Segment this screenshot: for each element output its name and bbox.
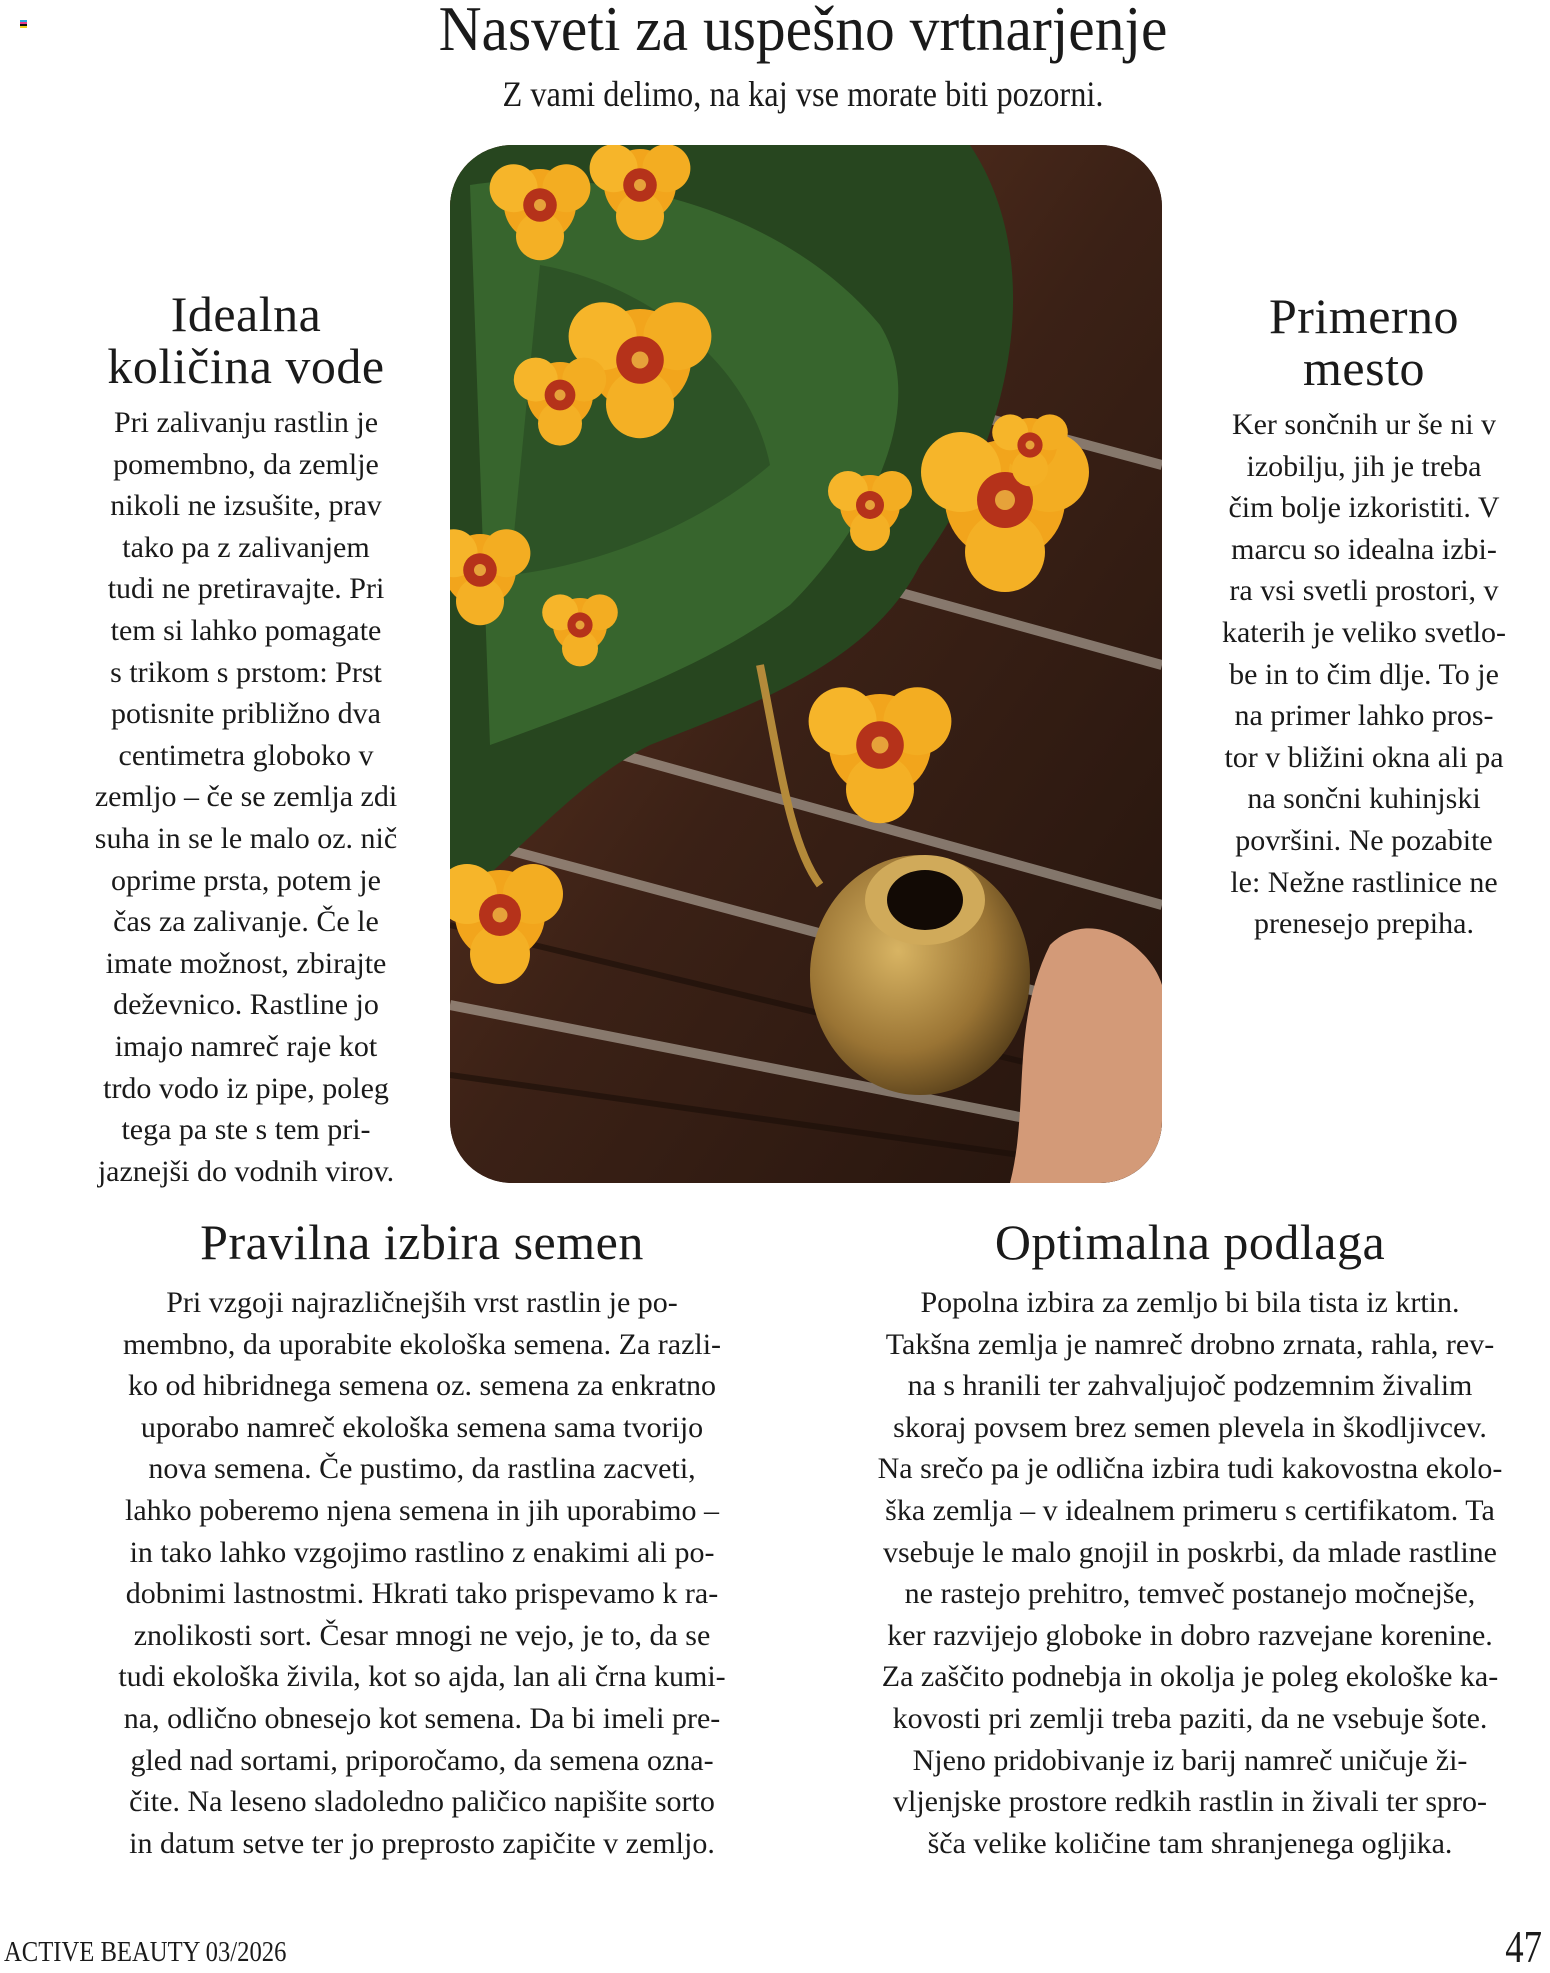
body-text-line: na, odlično obnesejo kot semena. Da bi imeli pre- bbox=[123, 1701, 721, 1735]
body-text-line: ker razvijejo globoke in dobro razvejane korenine. bbox=[887, 1618, 1493, 1652]
section-soil bbox=[830, 1214, 1550, 1864]
body-text-line: ko od hibridnega semena oz. semena za enkratno bbox=[127, 1369, 717, 1403]
body-text-line: zemljo – če se zemlja zdi bbox=[94, 780, 398, 814]
section-heading bbox=[76, 288, 416, 392]
body-text-line: le: Nežne rastlinice ne bbox=[1230, 865, 1498, 899]
section-heading: Pravilna izbira semen bbox=[200, 1214, 644, 1270]
body-text-line: Pri zalivanju rastlin je bbox=[113, 406, 379, 439]
section-body bbox=[72, 1282, 772, 1864]
body-text-line: s trikom s prstom: Prst bbox=[110, 655, 382, 689]
body-text-line: gled nad sortami, priporočamo, da semena ozna- bbox=[130, 1743, 714, 1777]
section-body bbox=[76, 402, 416, 1192]
heading-line: Idealna bbox=[170, 286, 322, 342]
marigold-watering-can-image bbox=[450, 145, 1162, 1183]
body-text-line: uporabo namreč ekološka semena sama tvorijo bbox=[140, 1410, 704, 1444]
body-text-line: oprime prsta, potem je bbox=[111, 863, 381, 897]
page-subtitle: Z vami delimo, na kaj vse morate biti pozorni. bbox=[502, 74, 1104, 114]
body-text-line: trdo vodo iz pipe, poleg bbox=[103, 1071, 389, 1105]
body-text-line: skoraj povsem brez semen plevela in škodljivcev. bbox=[893, 1410, 1487, 1444]
body-text-line: lahko poberemo njena semena in jih uporabimo – bbox=[124, 1493, 719, 1527]
section-body bbox=[1194, 404, 1534, 945]
body-text-line: membno, da uporabite ekološka semena. Za razli- bbox=[122, 1327, 722, 1361]
body-text-line: na primer lahko pros- bbox=[1234, 699, 1494, 733]
body-text-line: Na srečo pa je odlična izbira tudi kakovostna ekolo- bbox=[877, 1452, 1503, 1486]
body-text-line: tor v bližini okna ali pa bbox=[1224, 740, 1504, 774]
body-text-line: izobilju, jih je treba bbox=[1246, 449, 1482, 483]
body-text-line: Takšna zemlja je namreč drobno zrnata, rahla, rev- bbox=[885, 1327, 1495, 1361]
body-text-line: Ker sončnih ur še ni v bbox=[1231, 408, 1497, 441]
body-text-line: deževnico. Rastline jo bbox=[113, 988, 379, 1022]
body-text-line: tako pa z zalivanjem bbox=[122, 530, 370, 564]
body-text-line: Popolna izbira za zemljo bi bila tista iz krtin. bbox=[920, 1286, 1460, 1319]
section-heading: Optimalna podlaga bbox=[994, 1214, 1386, 1270]
section-body bbox=[830, 1282, 1550, 1864]
body-text-line: na s hranili ter zahvaljujoč podzemnim živalim bbox=[907, 1369, 1473, 1403]
body-text-line: Njeno pridobivanje iz barij namreč uničuje ži- bbox=[912, 1743, 1468, 1777]
body-text-line: znolikosti sort. Česar mnogi ne vejo, je to, da se bbox=[133, 1618, 711, 1652]
body-text-line: tudi ekološka živila, kot so ajda, lan ali črna kumi- bbox=[118, 1660, 726, 1694]
body-text-line: šča velike količine tam shranjenega ogljika. bbox=[927, 1826, 1453, 1860]
body-text-line: be in to čim dlje. To je bbox=[1229, 657, 1499, 691]
body-text-line: centimetra globoko v bbox=[118, 738, 374, 772]
body-text-line: ne rastejo prehitro, temveč postanejo močnejše, bbox=[904, 1577, 1476, 1611]
body-text-line: marcu so idealna izbi- bbox=[1231, 532, 1497, 566]
garden-photo bbox=[450, 145, 1162, 1183]
body-text-line: čas za zalivanje. Če le bbox=[113, 905, 379, 939]
body-text-line: nikoli ne izsušite, prav bbox=[110, 489, 382, 523]
body-text-line: ška zemlja – v idealnem primeru s certifikatom. Ta bbox=[885, 1493, 1495, 1527]
body-text-line: nova semena. Če pustimo, da rastlina zacveti, bbox=[148, 1452, 696, 1486]
body-text-line: in datum setve ter jo preprosto zapičite v zemljo. bbox=[129, 1826, 715, 1860]
body-text-line: kovosti pri zemlji treba paziti, da ne vsebuje šote. bbox=[892, 1701, 1488, 1735]
body-text-line: dobnimi lastnostmi. Hkrati tako prispevamo k ra- bbox=[125, 1577, 719, 1611]
body-text-line: tem si lahko pomagate bbox=[110, 613, 382, 647]
body-text-line: tega pa ste s tem pri- bbox=[121, 1113, 371, 1147]
body-text-line: Za zaščito podnebja in okolja je poleg ekološke ka- bbox=[881, 1660, 1499, 1694]
heading-line: Primerno bbox=[1268, 288, 1460, 344]
section-heading bbox=[1194, 290, 1534, 394]
page-number: 47 bbox=[1505, 1921, 1542, 1972]
heading-line: količina vode bbox=[107, 338, 385, 394]
section-place bbox=[1194, 290, 1534, 945]
body-text-line: ra vsi svetli prostori, v bbox=[1229, 574, 1499, 608]
body-text-line: Pri vzgoji najrazličnejših vrst rastlin je po- bbox=[166, 1286, 678, 1319]
magazine-issue-label: ACTIVE BEAUTY 03/2026 bbox=[4, 1937, 287, 1968]
body-text-line: vljenjske prostore redkih rastlin in živali ter spro- bbox=[892, 1785, 1487, 1819]
page-title: Nasveti za uspešno vrtnarjenje bbox=[438, 0, 1168, 64]
body-text-line: tudi ne pretiravajte. Pri bbox=[107, 572, 385, 606]
body-text-line: čim bolje izkoristiti. V bbox=[1228, 491, 1500, 525]
section-seeds bbox=[72, 1214, 772, 1864]
body-text-line: čite. Na leseno sladoledno paličico napišite sorto bbox=[129, 1785, 715, 1819]
heading-line: mesto bbox=[1303, 340, 1425, 396]
print-registration-mark bbox=[20, 20, 27, 28]
body-text-line: vsebuje le malo gnojil in poskrbi, da mlade rastline bbox=[882, 1535, 1498, 1569]
body-text-line: imate možnost, zbirajte bbox=[105, 946, 387, 980]
section-water bbox=[76, 288, 416, 1192]
body-text-line: prenesejo prepiha. bbox=[1254, 907, 1474, 941]
body-text-line: na sončni kuhinjski bbox=[1247, 782, 1481, 816]
body-text-line: katerih je veliko svetlo- bbox=[1221, 615, 1507, 649]
body-text-line: suha in se le malo oz. nič bbox=[94, 821, 398, 855]
body-text-line: imajo namreč raje kot bbox=[114, 1029, 378, 1063]
body-text-line: pomembno, da zemlje bbox=[113, 447, 379, 481]
body-text-line: površini. Ne pozabite bbox=[1235, 823, 1493, 857]
body-text-line: in tako lahko vzgojimo rastlino z enakimi ali po- bbox=[129, 1535, 715, 1569]
body-text-line: potisnite približno dva bbox=[111, 697, 381, 731]
body-text-line: jaznejši do vodnih virov. bbox=[97, 1154, 395, 1188]
